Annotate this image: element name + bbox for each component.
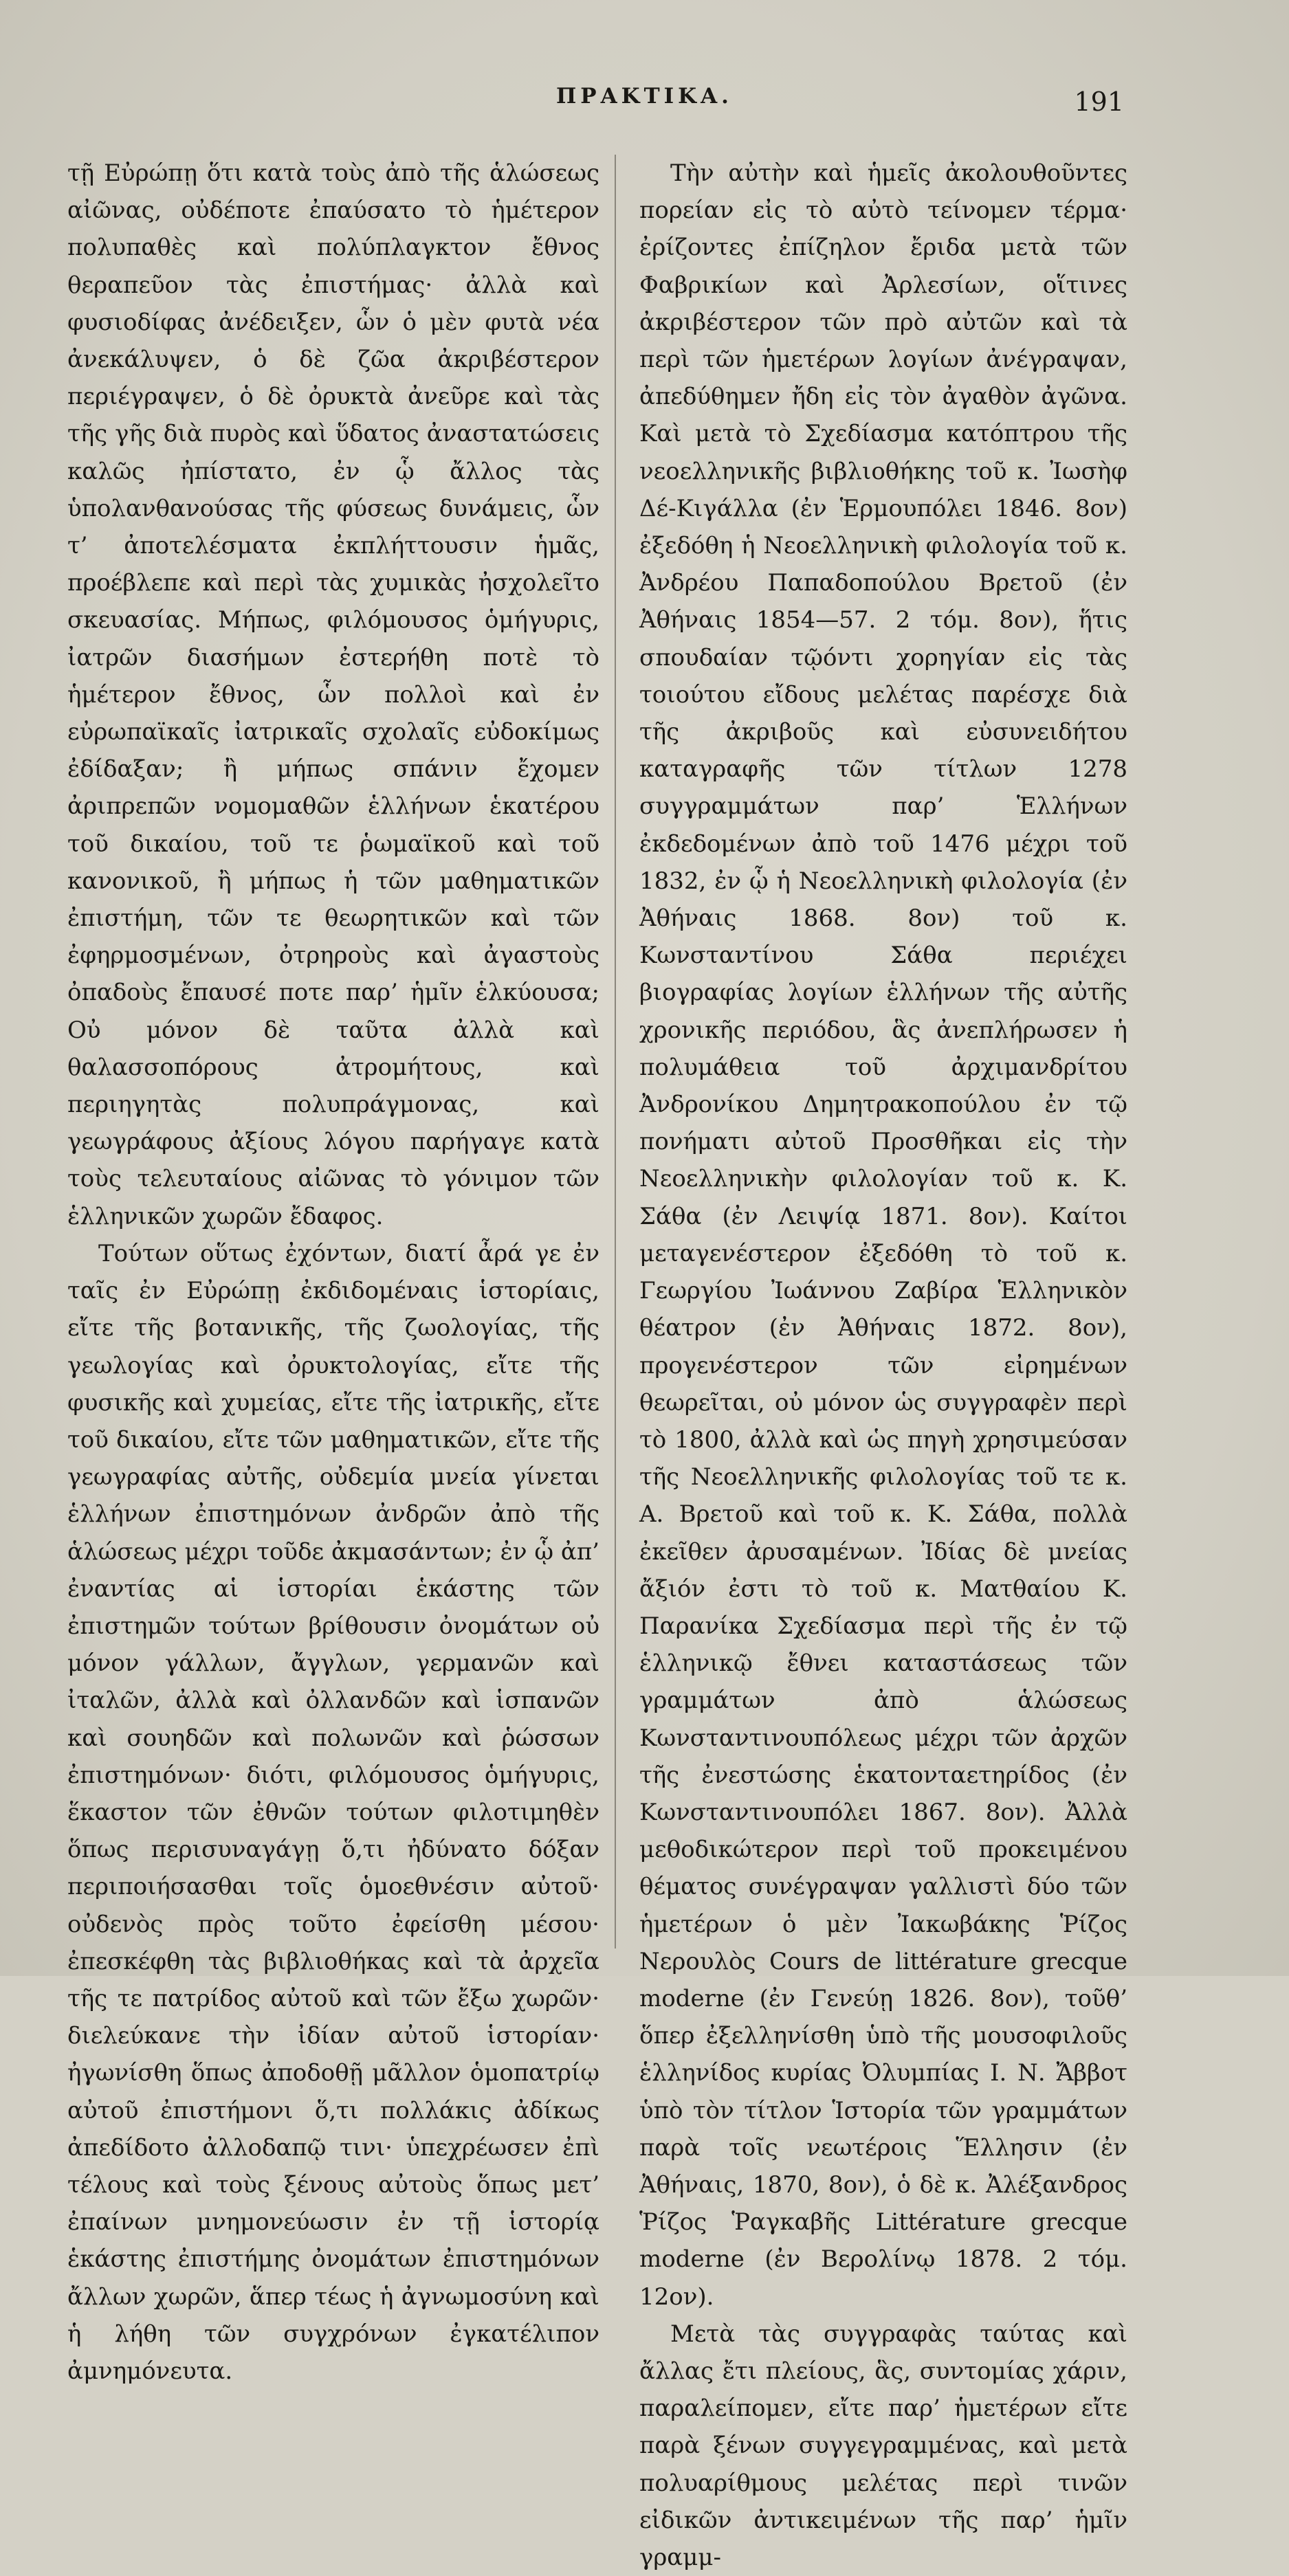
column-divider	[615, 155, 616, 1948]
left-paragraph-1: τῇ Εὐρώπῃ ὅτι κατὰ τοὺς ἀπὸ τῆς ἁλώσεως αἰῶνας, οὐδέποτε ἐπαύσατο τὸ ἡμέτερον πολυπαθὲς καὶ πολύπλαγκτον ἔθνος θεραπεῦον τὰς ἐπιστήμας· ἀλλὰ καὶ φυσιοδίφας ἀνέδειξεν, ὧν ὁ μὲν φυτὰ νέα ἀνεκάλυψεν, ὁ δὲ ζῶα ἀκριβέστερον περιέγραψεν, ὁ δὲ ὀρυκτὰ ἀνεῦρε καὶ τὰς τῆς γῆς διὰ πυρὸς καὶ ὕδατος ἀναστατώσεις καλῶς ἠπίστατο, ἐν ᾧ ἄλλος τὰς ὑπολανθανούσας τῆς φύσεως δυνάμεις, ὧν τ’ ἀποτελέσματα ἐκπλήττουσιν ἡμᾶς, προέβλεπε καὶ περὶ τὰς χυμικὰς ἠσχολεῖτο σκευασίας. Μήπως, φιλόμουσος ὁμήγυρις, ἰατρῶν διασήμων ἐστερήθη ποτὲ τὸ ἡμέτερον ἔθνος, ὧν πολλοὶ καὶ ἐν εὐρωπαϊκαῖς ἰατρικαῖς σχολαῖς εὐδοκίμως ἐδίδαξαν; ἢ μήπως σπάνιν ἔχομεν ἀριπρεπῶν νομομαθῶν ἑλλήνων ἑκατέρου τοῦ δικαίου, τοῦ τε ῥωμαϊκοῦ καὶ τοῦ κανονικοῦ, ἢ μήπως ἡ τῶν μαθηματικῶν ἐπιστήμη, τῶν τε θεωρητικῶν καὶ τῶν ἐφηρμοσμένων, ὀτρηροὺς καὶ ἀγαστοὺς ὀπαδοὺς ἔπαυσέ ποτε παρ’ ἡμῖν ἑλκύουσα; Οὐ μόνον δὲ ταῦτα ἀλλὰ καὶ θαλασσοπόρους ἀτρομήτους, καὶ περιηγητὰς πολυπράγμονας, καὶ γεωγράφους ἀξίους λόγου παρήγαγε κατὰ τοὺς τελευταίους αἰῶνας τὸ γόνιμον τῶν ἑλληνικῶν χωρῶν ἔδαφος.	[67, 159, 599, 1230]
page-number: 191	[1074, 87, 1124, 117]
right-paragraph-2: Μετὰ τὰς συγγραφὰς ταύτας καὶ ἄλλας ἔτι πλείους, ἃς, συντομίας χάριν, παραλείπομεν, εἴτε παρ’ ἡμετέρων εἴτε παρὰ ξένων συγγεγραμμένας, καὶ μετὰ πολυαρίθμους μελέτας περὶ τινῶν εἰδικῶν ἀντικειμένων τῆς παρ’ ἡμῖν γραμμ-	[639, 2320, 1127, 2571]
right-paragraph-1: Τὴν αὐτὴν καὶ ἡμεῖς ἀκολουθοῦντες πορείαν εἰς τὸ αὐτὸ τείνομεν τέρμα· ἐρίζοντες ἐπίζηλον ἔριδα μετὰ τῶν Φαβρικίων καὶ Ἀρλεσίων, οἵτινες ἀκριβέστερον τῶν πρὸ αὐτῶν καὶ τὰ περὶ τῶν ἡμετέρων λογίων ἀνέγραψαν, ἀπεδύθημεν ἤδη εἰς τὸν ἀγαθὸν ἀγῶνα. Καὶ μετὰ τὸ Σχεδίασμα κατόπτρου τῆς νεοελληνικῆς βιβλιοθήκης τοῦ κ. Ἰωσὴφ Δέ-Κιγάλλα (ἐν Ἑρμουπόλει 1846. 8ον) ἐξεδόθη ἡ Νεοελληνικὴ φιλολογία τοῦ κ. Ἀνδρέου Παπαδοπούλου Βρετοῦ (ἐν Ἀθήναις 1854—57. 2 τόμ. 8ον), ἥτις σπουδαίαν τῷόντι χορηγίαν εἰς τὰς τοιούτου εἴδους μελέτας παρέσχε διὰ τῆς ἀκριβοῦς καὶ εὐσυνειδήτου καταγραφῆς τῶν τίτλων 1278 συγγραμμάτων παρ’ Ἑλλήνων ἐκδεδομένων ἀπὸ τοῦ 1476 μέχρι τοῦ 1832, ἐν ᾧ ἡ Νεοελληνικὴ φιλολογία (ἐν Ἀθήναις 1868. 8ον) τοῦ κ. Κωνσταντίνου Σάθα περιέχει βιογραφίας λογίων ἑλλήνων τῆς αὐτῆς χρονικῆς περιόδου, ἃς ἀνεπλήρωσεν ἡ πολυμάθεια τοῦ ἀρχιμανδρίτου Ἀνδρονίκου Δημητρακοπούλου ἐν τῷ πονήματι αὐτοῦ Προσθῆκαι εἰς τὴν Νεοελληνικὴν φιλολογίαν τοῦ κ. Κ. Σάθα (ἐν Λειψίᾳ 1871. 8ον). Καίτοι μεταγενέστερον ἐξεδόθη τὸ τοῦ κ. Γεωργίου Ἰωάννου Ζαβίρα Ἑλληνικὸν θέατρον (ἐν Ἀθήναις 1872. 8ον), προγενέστερον τῶν εἰρημένων θεωρεῖται, οὐ μόνον ὡς συγγραφὲν περὶ τὸ 1800, ἀλλὰ καὶ ὡς πηγὴ χρησιμεύσαν τῆς Νεοελληνικῆς φιλολογίας τοῦ τε κ. Α. Βρετοῦ καὶ τοῦ κ. Κ. Σάθα, πολλὰ ἐκεῖθεν ἀρυσαμένων. Ἰδίας δὲ μνείας ἄξιόν ἐστι τὸ τοῦ κ. Ματθαίου Κ. Παρανίκα Σχεδίασμα περὶ τῆς ἐν τῷ ἑλληνικῷ ἔθνει καταστάσεως τῶν γραμμάτων ἀπὸ ἁλώσεως Κωνσταντινουπόλεως μέχρι τῶν ἀρχῶν τῆς ἐνεστώσης ἑκατονταετηρίδος (ἐν Κωνσταντινουπόλει 1867. 8ον). Ἀλλὰ μεθοδικώτερον περὶ τοῦ προκειμένου θέματος συνέγραψαν γαλλιστὶ δύο τῶν ἡμετέρων ὁ μὲν Ἰακωβάκης Ῥίζος Νερουλὸς Cours de littérature grecque moderne (ἐν Γενεύῃ 1826. 8ον), τοῦθ’ ὅπερ ἐξελληνίσθη ὑπὸ τῆς μουσοφιλοῦς ἑλληνίδος κυρίας Ὀλυμπίας Ι. Ν. Ἄββοτ ὑπὸ τὸν τίτλον Ἱστορία τῶν γραμμάτων παρὰ τοῖς νεωτέροις Ἕλλησιν (ἐν Ἀθήναις, 1870, 8ον), ὁ δὲ κ. Ἀλέξανδρος Ῥίζος Ῥαγκαβῆς Littérature grecque moderne (ἐν Βερολίνῳ 1878. 2 τόμ. 12ον).	[639, 159, 1127, 2311]
running-header-title: ΠΡΑΚΤΙΚΑ.	[556, 84, 733, 109]
right-column	[639, 155, 1127, 2576]
left-column	[67, 155, 599, 2390]
left-paragraph-2: Τούτων οὕτως ἐχόντων, διατί ἆρά γε ἐν ταῖς ἐν Εὐρώπῃ ἐκδιδομέναις ἱστορίαις, εἴτε τῆς βοτανικῆς, τῆς ζωολογίας, τῆς γεωλογίας καὶ ὀρυκτολογίας, εἴτε τῆς φυσικῆς καὶ χυμείας, εἴτε τῆς ἰατρικῆς, εἴτε τοῦ δικαίου, εἴτε τῶν μαθηματικῶν, εἴτε τῆς γεωγραφίας αὐτῆς, οὐδεμία μνεία γίνεται ἑλλήνων ἐπιστημόνων ἀνδρῶν ἀπὸ τῆς ἁλώσεως μέχρι τοῦδε ἀκμασάντων; ἐν ᾧ ἀπ’ ἐναντίας αἱ ἱστορίαι ἑκάστης τῶν ἐπιστημῶν τούτων βρίθουσιν ὀνομάτων οὐ μόνον γάλλων, ἄγγλων, γερμανῶν καὶ ἰταλῶν, ἀλλὰ καὶ ὀλλανδῶν καὶ ἱσπανῶν καὶ σουηδῶν καὶ πολωνῶν καὶ ῥώσσων ἐπιστημόνων· διότι, φιλόμουσος ὁμήγυρις, ἕκαστον τῶν ἐθνῶν τούτων φιλοτιμηθὲν ὅπως περισυναγάγῃ ὅ,τι ἠδύνατο δόξαν περιποιήσασθαι τοῖς ὁμοεθνέσιν αὐτοῦ· οὐδενὸς πρὸς τοῦτο ἐφείσθη μέσου· ἐπεσκέφθη τὰς βιβλιοθήκας καὶ τὰ ἀρχεῖα τῆς τε πατρίδος αὐτοῦ καὶ τῶν ἔξω χωρῶν· διελεύκανε τὴν ἰδίαν αὐτοῦ ἱστορίαν· ἠγωνίσθη ὅπως ἀποδοθῇ μᾶλλον ὁμοπατρίῳ αὐτοῦ ἐπιστήμονι ὅ,τι πολλάκις ἀδίκως ἀπεδίδοτο ἀλλοδαπῷ τινι· ὑπεχρέωσεν ἐπὶ τέλους καὶ τοὺς ξένους αὐτοὺς ὅπως μετ’ ἐπαίνων μνημονεύωσιν ἐν τῇ ἱστορίᾳ ἑκάστης ἐπιστήμης ὀνομάτων ἐπιστημόνων ἄλλων χωρῶν, ἅπερ τέως ἡ ἀγνωμοσύνη καὶ ἡ λήθη τῶν συγχρόνων ἐγκατέλιπον ἀμνημόνευτα.	[67, 1239, 599, 2385]
